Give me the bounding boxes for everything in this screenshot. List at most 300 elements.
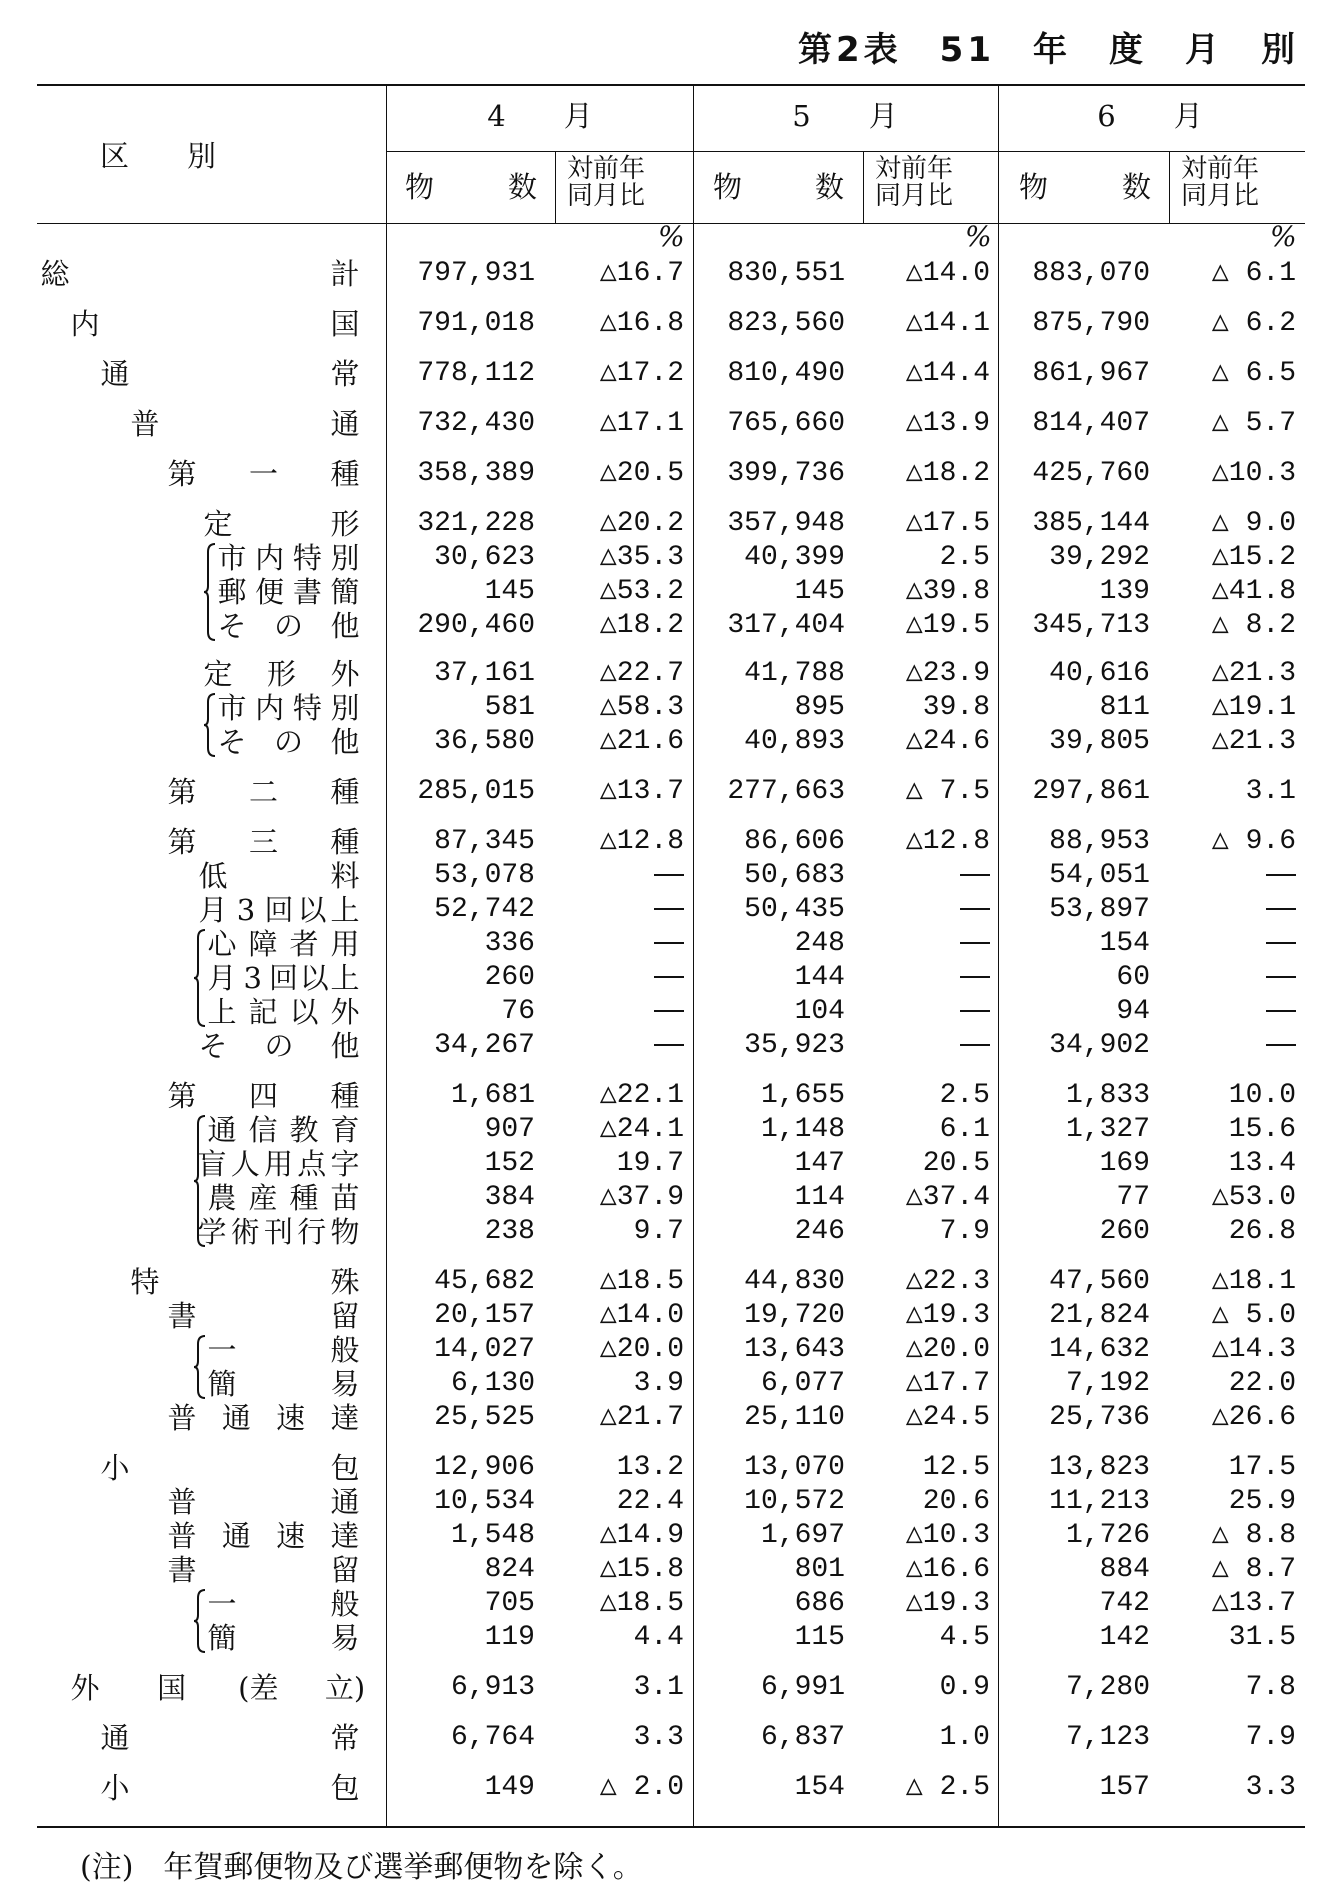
row-label-char: 第 xyxy=(167,775,197,809)
ratio-cell: △24.5 xyxy=(905,1402,990,1433)
table-row xyxy=(0,826,1341,858)
ratio-cell: 17.5 xyxy=(1228,1452,1296,1483)
row-label-char: 通 xyxy=(221,1519,251,1553)
count-cell: 169 xyxy=(1099,1148,1150,1179)
count-cell: 321,228 xyxy=(417,508,535,539)
count-cell: 12,906 xyxy=(434,1452,535,1483)
ratio-cell: 4.5 xyxy=(939,1622,990,1653)
ratio-cell xyxy=(1176,962,1296,994)
count-cell: 797,931 xyxy=(417,258,535,289)
count-cell: 87,345 xyxy=(434,826,535,857)
group-brace xyxy=(193,1114,207,1248)
row-label-char: 上 xyxy=(330,961,360,995)
count-cell: 6,837 xyxy=(760,1722,845,1753)
bottom-rule xyxy=(37,1826,1305,1828)
count-cell: 277,663 xyxy=(727,776,845,807)
ratio-cell: 3.3 xyxy=(633,1722,684,1753)
ratio-cell: 4.4 xyxy=(633,1622,684,1653)
row-label-char: 常 xyxy=(330,1721,360,1755)
count-cell: 157 xyxy=(1099,1772,1150,1803)
ratio-cell: △14.4 xyxy=(905,358,990,389)
count-label-apr-1: 物 xyxy=(405,170,435,204)
group-brace xyxy=(193,928,207,1028)
ratio-cell: 2.5 xyxy=(939,1080,990,1111)
count-label-jun-1: 物 xyxy=(1019,170,1049,204)
ratio-cell: 12.5 xyxy=(922,1452,990,1483)
row-label-char: 通 xyxy=(330,1485,360,1519)
count-cell: 139 xyxy=(1099,576,1150,607)
ratio-cell xyxy=(870,996,990,1028)
table-row xyxy=(0,1452,1341,1484)
count-cell: 30,623 xyxy=(434,542,535,573)
table-row xyxy=(0,894,1341,926)
count-cell: 1,655 xyxy=(760,1080,845,1111)
ratio-cell: 31.5 xyxy=(1228,1622,1296,1653)
count-cell: 384 xyxy=(484,1182,535,1213)
compare-label-jun: 対前年 同月比 xyxy=(1181,154,1260,211)
count-cell: 19,720 xyxy=(744,1300,845,1331)
ratio-cell: △17.2 xyxy=(599,358,684,389)
row-label-char: 普 xyxy=(130,407,160,441)
count-cell: 45,682 xyxy=(434,1266,535,1297)
row-label-char: 簡 xyxy=(207,1367,237,1401)
row-label-char: 心 xyxy=(207,927,237,961)
brace-shape xyxy=(193,1114,207,1248)
count-cell: 7,192 xyxy=(1065,1368,1150,1399)
count-cell: 14,027 xyxy=(434,1334,535,1365)
row-label-char: の xyxy=(273,725,304,759)
row-label-char: 用 xyxy=(263,1147,294,1181)
ratio-cell: △13.9 xyxy=(905,408,990,439)
count-cell: 47,560 xyxy=(1049,1266,1150,1297)
count-cell: 34,902 xyxy=(1049,1030,1150,1061)
table-row xyxy=(0,458,1341,490)
row-label-char: 立) xyxy=(324,1671,366,1705)
count-cell: 1,681 xyxy=(450,1080,535,1111)
ratio-cell: 39.8 xyxy=(922,692,990,723)
row-label-char: 国 xyxy=(157,1671,187,1705)
table-row xyxy=(0,1672,1341,1704)
dash-mark xyxy=(1266,1010,1296,1012)
row-label-char: 苗 xyxy=(330,1181,360,1215)
count-cell: 14,632 xyxy=(1049,1334,1150,1365)
dash-mark xyxy=(1266,976,1296,978)
count-cell: 1,726 xyxy=(1065,1520,1150,1551)
count-cell: 11,213 xyxy=(1049,1486,1150,1517)
row-label-char: 包 xyxy=(330,1771,360,1805)
count-cell: 260 xyxy=(484,962,535,993)
row-label-char: 信 xyxy=(248,1113,278,1147)
count-cell: 53,897 xyxy=(1049,894,1150,925)
group-brace xyxy=(193,1588,207,1654)
dash-mark xyxy=(654,942,684,944)
ratio-cell: △ 5.7 xyxy=(1211,408,1296,439)
count-cell: 25,110 xyxy=(744,1402,845,1433)
count-cell: 814,407 xyxy=(1032,408,1150,439)
row-label-char: 小 xyxy=(100,1451,130,1485)
row-label-char: 3 xyxy=(243,961,262,995)
ratio-cell: △13.7 xyxy=(1211,1588,1296,1619)
count-cell: 40,399 xyxy=(744,542,845,573)
count-cell: 53,078 xyxy=(434,860,535,891)
count-cell: 705 xyxy=(484,1588,535,1619)
ratio-cell: △21.6 xyxy=(599,726,684,757)
ratio-cell: △20.2 xyxy=(599,508,684,539)
ratio-cell: 26.8 xyxy=(1228,1216,1296,1247)
ratio-cell: △ 8.2 xyxy=(1211,610,1296,641)
percent-mark-apr: % xyxy=(658,220,685,253)
count-cell: 238 xyxy=(484,1216,535,1247)
ratio-cell: △ 6.2 xyxy=(1211,308,1296,339)
count-cell: 54,051 xyxy=(1049,860,1150,891)
count-cell: 791,018 xyxy=(417,308,535,339)
dash-mark xyxy=(654,976,684,978)
row-label-char: 総 xyxy=(40,257,70,291)
row-label-char: 種 xyxy=(330,825,360,859)
ratio-cell xyxy=(1176,928,1296,960)
count-cell: 34,267 xyxy=(434,1030,535,1061)
ratio-cell: △15.8 xyxy=(599,1554,684,1585)
count-cell: 246 xyxy=(794,1216,845,1247)
count-cell: 147 xyxy=(794,1148,845,1179)
table-row xyxy=(0,308,1341,340)
dash-mark xyxy=(1266,908,1296,910)
row-label-char: 内 xyxy=(255,691,285,725)
row-label-char: 他 xyxy=(330,1029,360,1063)
count-label-apr-2: 数 xyxy=(508,170,538,204)
ratio-cell: 22.0 xyxy=(1228,1368,1296,1399)
row-label-char: 産 xyxy=(248,1181,278,1215)
row-label-char: 書 xyxy=(167,1299,197,1333)
row-label-char: 通 xyxy=(100,357,130,391)
row-label-char: 外 xyxy=(330,657,360,691)
row-label-char: 刊 xyxy=(263,1215,294,1249)
count-label-jun-2: 数 xyxy=(1122,170,1152,204)
percent-mark-jun: % xyxy=(1270,220,1297,253)
ratio-cell xyxy=(1176,860,1296,892)
count-cell: 21,824 xyxy=(1049,1300,1150,1331)
row-label-char: 物 xyxy=(330,1215,360,1249)
row-label-char: 易 xyxy=(330,1621,360,1655)
count-cell: 13,070 xyxy=(744,1452,845,1483)
ratio-cell: △39.8 xyxy=(905,576,990,607)
row-label-char: 普 xyxy=(167,1401,197,1435)
table-row xyxy=(0,1772,1341,1804)
table-row xyxy=(0,258,1341,290)
row-label-char: 人 xyxy=(230,1147,260,1181)
ratio-cell: △22.1 xyxy=(599,1080,684,1111)
ratio-cell: 20.6 xyxy=(922,1486,990,1517)
ratio-cell: △20.0 xyxy=(599,1334,684,1365)
table-row xyxy=(0,542,1341,574)
dash-mark xyxy=(654,874,684,876)
month-header-jun: 6 月 xyxy=(1097,99,1203,133)
count-label-may-1: 物 xyxy=(713,170,743,204)
row-label-char: 以 xyxy=(299,961,329,995)
count-cell: 884 xyxy=(1099,1554,1150,1585)
count-cell: 50,683 xyxy=(744,860,845,891)
ratio-cell: △14.0 xyxy=(905,258,990,289)
count-cell: 336 xyxy=(484,928,535,959)
table-row xyxy=(0,1520,1341,1552)
ratio-cell: △12.8 xyxy=(905,826,990,857)
count-cell: 142 xyxy=(1099,1622,1150,1653)
count-cell: 6,913 xyxy=(450,1672,535,1703)
count-cell: 425,760 xyxy=(1032,458,1150,489)
row-label-char: 書 xyxy=(292,575,322,609)
brace-shape xyxy=(193,1334,207,1400)
row-label-char: 外 xyxy=(70,1671,100,1705)
ratio-cell: 20.5 xyxy=(922,1148,990,1179)
ratio-cell: 7.9 xyxy=(1245,1722,1296,1753)
row-label-char: 通 xyxy=(330,407,360,441)
ratio-cell: △17.7 xyxy=(905,1368,990,1399)
count-cell: 144 xyxy=(794,962,845,993)
row-label-char: 二 xyxy=(248,775,279,809)
ratio-cell: △21.3 xyxy=(1211,658,1296,689)
ratio-cell: △19.3 xyxy=(905,1300,990,1331)
row-label-char: 農 xyxy=(207,1181,237,1215)
row-label-char: 市 xyxy=(217,691,247,725)
row-label-char: 市 xyxy=(217,541,247,575)
count-cell: 297,861 xyxy=(1032,776,1150,807)
table-row xyxy=(0,776,1341,808)
row-label-char: 定 xyxy=(203,507,233,541)
ratio-cell: 6.1 xyxy=(939,1114,990,1145)
table-row xyxy=(0,1300,1341,1332)
count-cell: 35,923 xyxy=(744,1030,845,1061)
row-label-char: 便 xyxy=(255,575,285,609)
ratio-cell: △10.3 xyxy=(905,1520,990,1551)
row-label-char: の xyxy=(264,1029,294,1063)
row-label-char: 簡 xyxy=(207,1621,237,1655)
count-cell: 875,790 xyxy=(1032,308,1150,339)
ratio-cell: 3.1 xyxy=(1245,776,1296,807)
count-cell: 37,161 xyxy=(434,658,535,689)
ratio-cell: 7.8 xyxy=(1245,1672,1296,1703)
ratio-cell: △26.6 xyxy=(1211,1402,1296,1433)
row-label-char: 盲 xyxy=(197,1147,227,1181)
row-label-char: 別 xyxy=(330,541,360,575)
dash-mark xyxy=(960,1010,990,1012)
ratio-cell: △ 2.0 xyxy=(599,1772,684,1803)
ratio-cell xyxy=(870,1030,990,1062)
count-cell: 765,660 xyxy=(727,408,845,439)
ratio-cell: 0.9 xyxy=(939,1672,990,1703)
ratio-cell: △16.8 xyxy=(599,308,684,339)
ratio-cell: △41.8 xyxy=(1211,576,1296,607)
row-label-char: 種 xyxy=(330,457,360,491)
row-label-char: 一 xyxy=(207,1333,237,1367)
count-cell: 1,697 xyxy=(760,1520,845,1551)
count-cell: 1,833 xyxy=(1065,1080,1150,1111)
ratio-cell: 19.7 xyxy=(616,1148,684,1179)
count-cell: 686 xyxy=(794,1588,845,1619)
table-row xyxy=(0,658,1341,690)
ratio-cell: 9.7 xyxy=(633,1216,684,1247)
count-cell: 801 xyxy=(794,1554,845,1585)
ratio-cell: 22.4 xyxy=(616,1486,684,1517)
row-label-char: 三 xyxy=(248,825,279,859)
ratio-cell: △ 2.5 xyxy=(905,1772,990,1803)
ratio-cell: 15.6 xyxy=(1228,1114,1296,1145)
count-cell: 7,123 xyxy=(1065,1722,1150,1753)
row-label-char: 育 xyxy=(330,1113,360,1147)
count-cell: 895 xyxy=(794,692,845,723)
dash-mark xyxy=(654,908,684,910)
table-title: 第2表 51 年 度 月 別 xyxy=(798,30,1299,70)
row-label-char: 殊 xyxy=(330,1265,360,1299)
ratio-cell xyxy=(1176,894,1296,926)
ratio-cell: △14.3 xyxy=(1211,1334,1296,1365)
count-cell: 60 xyxy=(1116,962,1150,993)
count-cell: 44,830 xyxy=(744,1266,845,1297)
row-label-char: 月 xyxy=(198,893,228,927)
ratio-cell: 7.9 xyxy=(939,1216,990,1247)
ratio-cell: △12.8 xyxy=(599,826,684,857)
count-cell: 25,525 xyxy=(434,1402,535,1433)
row-label-char: 行 xyxy=(297,1215,327,1249)
count-cell: 581 xyxy=(484,692,535,723)
row-label-char: 用 xyxy=(330,927,360,961)
table-row xyxy=(0,726,1341,758)
count-cell: 883,070 xyxy=(1032,258,1150,289)
row-label-char: 他 xyxy=(330,609,360,643)
row-label-char: そ xyxy=(217,725,247,759)
ratio-cell: 2.5 xyxy=(939,542,990,573)
ratio-cell: 13.4 xyxy=(1228,1148,1296,1179)
dash-mark xyxy=(960,942,990,944)
row-label-char: 般 xyxy=(330,1587,360,1621)
row-label-char: 通 xyxy=(207,1113,237,1147)
ratio-cell: △37.4 xyxy=(905,1182,990,1213)
group-brace xyxy=(203,692,217,758)
count-cell: 385,144 xyxy=(1032,508,1150,539)
row-label-char: 形 xyxy=(266,657,297,691)
ratio-cell: △ 6.5 xyxy=(1211,358,1296,389)
ratio-cell: △14.1 xyxy=(905,308,990,339)
ratio-cell: △18.5 xyxy=(599,1266,684,1297)
count-cell: 1,327 xyxy=(1065,1114,1150,1145)
ratio-cell: △ 5.0 xyxy=(1211,1300,1296,1331)
table-row xyxy=(0,1030,1341,1062)
count-cell: 10,572 xyxy=(744,1486,845,1517)
count-cell: 119 xyxy=(484,1622,535,1653)
row-label-char: 回 xyxy=(264,893,294,927)
row-label-char: 術 xyxy=(230,1215,260,1249)
count-cell: 39,292 xyxy=(1049,542,1150,573)
row-label-char: 書 xyxy=(167,1553,197,1587)
row-label-char: 第 xyxy=(167,457,197,491)
row-label-char: 特 xyxy=(292,691,322,725)
row-label-char: 留 xyxy=(330,1553,360,1587)
row-label-char: 者 xyxy=(289,927,319,961)
subcol-rule-jun xyxy=(1169,151,1170,223)
ratio-cell xyxy=(870,928,990,960)
count-cell: 10,534 xyxy=(434,1486,535,1517)
row-label-char: 教 xyxy=(289,1113,319,1147)
table-row xyxy=(0,408,1341,440)
count-cell: 824 xyxy=(484,1554,535,1585)
ratio-cell xyxy=(562,928,684,960)
table-row xyxy=(0,1486,1341,1518)
ratio-cell: △15.2 xyxy=(1211,542,1296,573)
count-cell: 39,805 xyxy=(1049,726,1150,757)
ratio-cell: △20.5 xyxy=(599,458,684,489)
row-label-char: (差 xyxy=(238,1671,279,1705)
brace-shape xyxy=(193,928,207,1028)
count-cell: 154 xyxy=(1099,928,1150,959)
ratio-cell: △19.1 xyxy=(1211,692,1296,723)
table-row xyxy=(0,1554,1341,1586)
count-cell: 13,643 xyxy=(744,1334,845,1365)
row-label-char: 上 xyxy=(330,893,360,927)
dash-mark xyxy=(960,908,990,910)
count-cell: 149 xyxy=(484,1772,535,1803)
ratio-cell: △18.2 xyxy=(599,610,684,641)
count-cell: 154 xyxy=(794,1772,845,1803)
row-label-char: そ xyxy=(217,609,247,643)
dash-mark xyxy=(1266,874,1296,876)
dash-mark xyxy=(654,1044,684,1046)
table-row xyxy=(0,692,1341,724)
count-cell: 1,548 xyxy=(450,1520,535,1551)
row-label-char: 通 xyxy=(100,1721,130,1755)
ratio-cell xyxy=(562,1030,684,1062)
row-label-char: 料 xyxy=(330,859,360,893)
count-cell: 6,130 xyxy=(450,1368,535,1399)
count-cell: 152 xyxy=(484,1148,535,1179)
row-label-char: の xyxy=(273,609,304,643)
row-label-char: 速 xyxy=(276,1401,306,1435)
row-label-char: 易 xyxy=(330,1367,360,1401)
count-cell: 778,112 xyxy=(417,358,535,389)
row-label-char: 普 xyxy=(167,1519,197,1553)
row-label-char: 通 xyxy=(221,1401,251,1435)
row-label-char: 字 xyxy=(330,1147,360,1181)
ratio-cell: △19.3 xyxy=(905,1588,990,1619)
count-cell: 40,893 xyxy=(744,726,845,757)
ratio-cell: △24.1 xyxy=(599,1114,684,1145)
row-label-char: 点 xyxy=(297,1147,327,1181)
count-cell: 907 xyxy=(484,1114,535,1145)
count-cell: 742 xyxy=(1099,1588,1150,1619)
compare-label-may: 対前年 同月比 xyxy=(875,154,954,211)
ratio-cell: △14.9 xyxy=(599,1520,684,1551)
ratio-cell xyxy=(562,962,684,994)
count-cell: 732,430 xyxy=(417,408,535,439)
row-label-char: 別 xyxy=(330,691,360,725)
table-row xyxy=(0,1266,1341,1298)
count-cell: 145 xyxy=(484,576,535,607)
count-cell: 7,280 xyxy=(1065,1672,1150,1703)
table-row xyxy=(0,358,1341,390)
ratio-cell: △23.9 xyxy=(905,658,990,689)
count-cell: 248 xyxy=(794,928,845,959)
row-label-char: 達 xyxy=(330,1519,360,1553)
top-rule xyxy=(37,84,1305,86)
row-label-char: そ xyxy=(198,1029,228,1063)
compare-label-apr: 対前年 同月比 xyxy=(567,154,646,211)
row-label-char: 他 xyxy=(330,725,360,759)
count-cell: 88,953 xyxy=(1049,826,1150,857)
dash-mark xyxy=(960,874,990,876)
ratio-cell: △18.5 xyxy=(599,1588,684,1619)
ratio-cell: △ 8.7 xyxy=(1211,1554,1296,1585)
count-cell: 13,823 xyxy=(1049,1452,1150,1483)
count-cell: 1,148 xyxy=(760,1114,845,1145)
row-label-char: 記 xyxy=(248,995,278,1029)
